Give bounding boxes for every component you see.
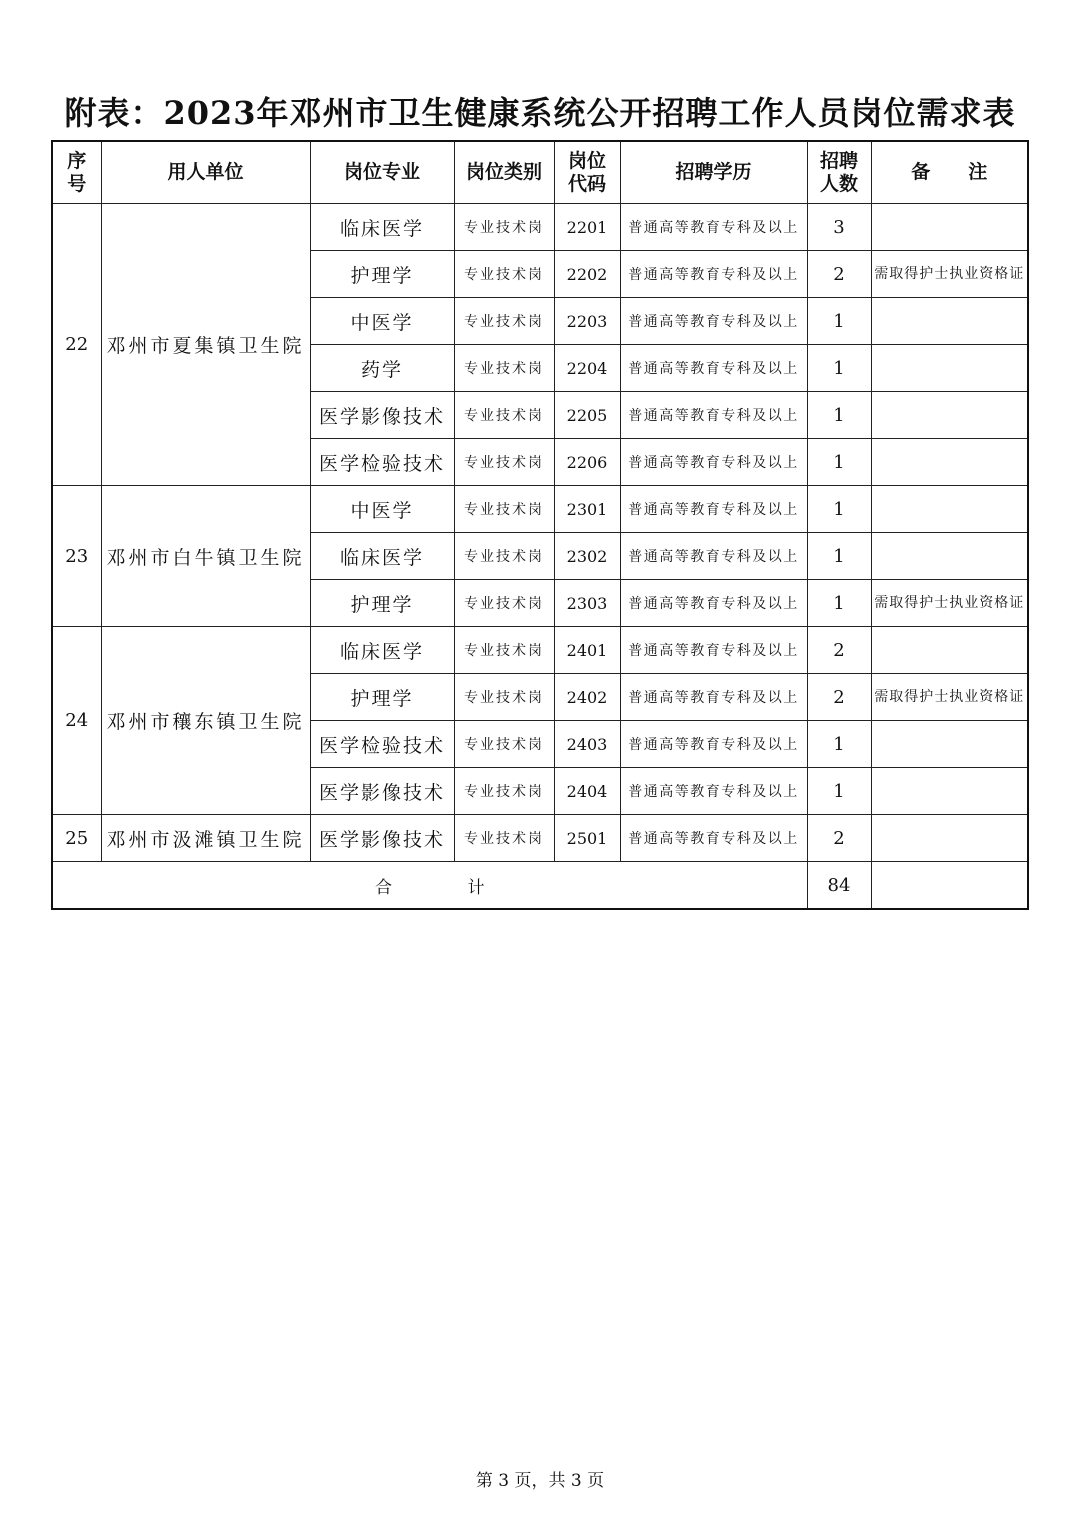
category-cell: 专业技术岗 bbox=[454, 815, 554, 862]
code-cell: 2201 bbox=[554, 204, 620, 251]
category-cell: 专业技术岗 bbox=[454, 251, 554, 298]
table-row bbox=[52, 815, 1028, 862]
remarks-cell bbox=[871, 204, 1028, 251]
category-cell: 专业技术岗 bbox=[454, 486, 554, 533]
specialty-cell: 医学影像技术 bbox=[310, 815, 454, 862]
header-row bbox=[52, 141, 1028, 204]
count-cell: 1 bbox=[807, 768, 871, 815]
count-cell: 2 bbox=[807, 815, 871, 862]
code-cell: 2302 bbox=[554, 533, 620, 580]
total-count: 84 bbox=[807, 862, 871, 910]
header-remarks: 备 注 bbox=[871, 141, 1028, 204]
remarks-cell: 需取得护士执业资格证 bbox=[871, 674, 1028, 721]
header-count-line1: 招聘 bbox=[819, 149, 858, 172]
unit-cell: 邓州市汲滩镇卫生院 bbox=[101, 815, 310, 862]
specialty-cell: 医学检验技术 bbox=[310, 721, 454, 768]
category-cell: 专业技术岗 bbox=[454, 439, 554, 486]
specialty-cell: 临床医学 bbox=[310, 627, 454, 674]
header-education: 招聘学历 bbox=[620, 141, 807, 204]
count-cell: 1 bbox=[807, 486, 871, 533]
remarks-cell: 需取得护士执业资格证 bbox=[871, 251, 1028, 298]
remarks-cell bbox=[871, 721, 1028, 768]
unit-cell: 邓州市穰东镇卫生院 bbox=[101, 627, 310, 815]
page-title: 附表：2023年邓州市卫生健康系统公开招聘工作人员岗位需求表 bbox=[64, 94, 1016, 132]
count-cell: 1 bbox=[807, 721, 871, 768]
remarks-cell bbox=[871, 392, 1028, 439]
remarks-cell bbox=[871, 345, 1028, 392]
code-cell: 2203 bbox=[554, 298, 620, 345]
specialty-cell: 药学 bbox=[310, 345, 454, 392]
category-cell: 专业技术岗 bbox=[454, 204, 554, 251]
seq-cell: 24 bbox=[52, 627, 101, 815]
code-cell: 2303 bbox=[554, 580, 620, 627]
seq-cell: 25 bbox=[52, 815, 101, 862]
code-cell: 2205 bbox=[554, 392, 620, 439]
specialty-cell: 医学影像技术 bbox=[310, 392, 454, 439]
unit-cell: 邓州市夏集镇卫生院 bbox=[101, 204, 310, 486]
education-cell: 普通高等教育专科及以上 bbox=[620, 392, 807, 439]
remarks-cell bbox=[871, 533, 1028, 580]
code-cell: 2404 bbox=[554, 768, 620, 815]
remarks-cell bbox=[871, 627, 1028, 674]
education-cell: 普通高等教育专科及以上 bbox=[620, 204, 807, 251]
code-cell: 2202 bbox=[554, 251, 620, 298]
specialty-cell: 中医学 bbox=[310, 486, 454, 533]
code-cell: 2301 bbox=[554, 486, 620, 533]
count-cell: 1 bbox=[807, 439, 871, 486]
page-footer: 第 3 页，共 3 页 bbox=[475, 1471, 605, 1491]
code-cell: 2206 bbox=[554, 439, 620, 486]
education-cell: 普通高等教育专科及以上 bbox=[620, 533, 807, 580]
category-cell: 专业技术岗 bbox=[454, 721, 554, 768]
remarks-cell bbox=[871, 815, 1028, 862]
count-cell: 2 bbox=[807, 627, 871, 674]
education-cell: 普通高等教育专科及以上 bbox=[620, 345, 807, 392]
remarks-cell bbox=[871, 298, 1028, 345]
count-cell: 2 bbox=[807, 251, 871, 298]
specialty-cell: 中医学 bbox=[310, 298, 454, 345]
specialty-cell: 护理学 bbox=[310, 674, 454, 721]
education-cell: 普通高等教育专科及以上 bbox=[620, 298, 807, 345]
category-cell: 专业技术岗 bbox=[454, 627, 554, 674]
header-seq-line2: 号 bbox=[67, 172, 87, 195]
count-cell: 1 bbox=[807, 345, 871, 392]
category-cell: 专业技术岗 bbox=[454, 345, 554, 392]
education-cell: 普通高等教育专科及以上 bbox=[620, 815, 807, 862]
count-cell: 1 bbox=[807, 298, 871, 345]
recruitment-table bbox=[51, 140, 1029, 910]
specialty-cell: 医学检验技术 bbox=[310, 439, 454, 486]
remarks-cell bbox=[871, 768, 1028, 815]
specialty-cell: 临床医学 bbox=[310, 533, 454, 580]
count-cell: 1 bbox=[807, 392, 871, 439]
education-cell: 普通高等教育专科及以上 bbox=[620, 627, 807, 674]
specialty-cell: 护理学 bbox=[310, 251, 454, 298]
table-row bbox=[52, 204, 1028, 251]
seq-cell: 23 bbox=[52, 486, 101, 627]
specialty-cell: 临床医学 bbox=[310, 204, 454, 251]
education-cell: 普通高等教育专科及以上 bbox=[620, 674, 807, 721]
header-seq-line1: 序 bbox=[67, 149, 87, 172]
code-cell: 2501 bbox=[554, 815, 620, 862]
header-code-line1: 岗位 bbox=[567, 149, 606, 172]
remarks-cell bbox=[871, 486, 1028, 533]
code-cell: 2204 bbox=[554, 345, 620, 392]
header-code-line2: 代码 bbox=[567, 172, 606, 195]
header-specialty: 岗位专业 bbox=[310, 141, 454, 204]
category-cell: 专业技术岗 bbox=[454, 768, 554, 815]
header-seq bbox=[52, 141, 101, 204]
unit-cell: 邓州市白牛镇卫生院 bbox=[101, 486, 310, 627]
education-cell: 普通高等教育专科及以上 bbox=[620, 768, 807, 815]
header-code bbox=[554, 141, 620, 204]
header-count-line2: 人数 bbox=[819, 172, 858, 195]
specialty-cell: 护理学 bbox=[310, 580, 454, 627]
education-cell: 普通高等教育专科及以上 bbox=[620, 439, 807, 486]
total-label: 合 计 bbox=[52, 862, 807, 910]
specialty-cell: 医学影像技术 bbox=[310, 768, 454, 815]
table-row bbox=[52, 627, 1028, 674]
code-cell: 2403 bbox=[554, 721, 620, 768]
header-unit: 用人单位 bbox=[101, 141, 310, 204]
count-cell: 1 bbox=[807, 580, 871, 627]
education-cell: 普通高等教育专科及以上 bbox=[620, 580, 807, 627]
education-cell: 普通高等教育专科及以上 bbox=[620, 721, 807, 768]
code-cell: 2401 bbox=[554, 627, 620, 674]
category-cell: 专业技术岗 bbox=[454, 298, 554, 345]
count-cell: 2 bbox=[807, 674, 871, 721]
total-row bbox=[52, 862, 1028, 910]
category-cell: 专业技术岗 bbox=[454, 533, 554, 580]
code-cell: 2402 bbox=[554, 674, 620, 721]
category-cell: 专业技术岗 bbox=[454, 392, 554, 439]
count-cell: 3 bbox=[807, 204, 871, 251]
header-count bbox=[807, 141, 871, 204]
education-cell: 普通高等教育专科及以上 bbox=[620, 486, 807, 533]
education-cell: 普通高等教育专科及以上 bbox=[620, 251, 807, 298]
header-category: 岗位类别 bbox=[454, 141, 554, 204]
total-remarks bbox=[871, 862, 1028, 910]
table-row bbox=[52, 486, 1028, 533]
seq-cell: 22 bbox=[52, 204, 101, 486]
category-cell: 专业技术岗 bbox=[454, 580, 554, 627]
count-cell: 1 bbox=[807, 533, 871, 580]
remarks-cell: 需取得护士执业资格证 bbox=[871, 580, 1028, 627]
category-cell: 专业技术岗 bbox=[454, 674, 554, 721]
remarks-cell bbox=[871, 439, 1028, 486]
